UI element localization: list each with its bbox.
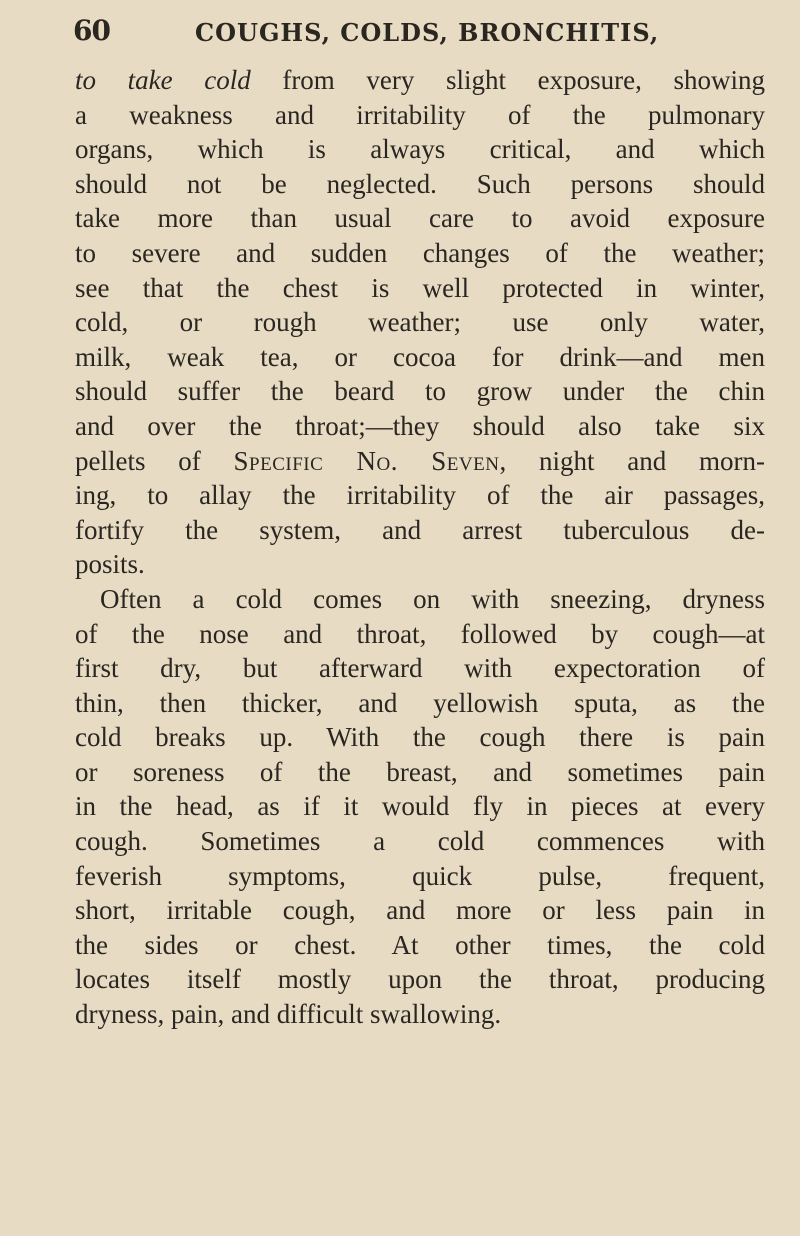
text-line: in the head, as if it would fly in pieces at every bbox=[75, 791, 765, 822]
text-line: Often a cold comes on with sneezing, dryness bbox=[100, 583, 765, 614]
page-header bbox=[73, 10, 763, 56]
text-line: short, irritable cough, and more or less pain in bbox=[75, 895, 765, 926]
text-line bbox=[75, 444, 765, 479]
line-text: from very slight exposure, showing bbox=[250, 65, 765, 95]
text-line: first dry, but afterward with expectoration of bbox=[75, 653, 765, 684]
text-line: cold breaks up. With the cough there is pain bbox=[75, 722, 765, 753]
text-line: organs, which is always critical, and which bbox=[75, 134, 765, 165]
text-line: should suffer the beard to grow under the chin bbox=[75, 376, 765, 407]
text-line: feverish symptoms, quick pulse, frequent, bbox=[75, 860, 765, 891]
text-line: take more than usual care to avoid exposure bbox=[75, 203, 765, 234]
text-line: fortify the system, and arrest tuberculous de- bbox=[75, 514, 765, 545]
text-line: dryness, pain, and difficult swallowing. bbox=[75, 999, 502, 1030]
body-text bbox=[75, 63, 765, 1032]
italic-phrase: to take cold bbox=[75, 65, 251, 95]
text-line: milk, weak tea, or cocoa for drink—and men bbox=[75, 341, 765, 372]
text-line: posits. bbox=[75, 549, 145, 580]
text-line: thin, then thicker, and yellowish sputa, as the bbox=[75, 687, 765, 718]
text-line: ing, to allay the irritability of the air passages, bbox=[75, 480, 765, 511]
text-line: cold, or rough weather; use only water, bbox=[75, 307, 765, 338]
text-line: locates itself mostly upon the throat, producing bbox=[75, 964, 765, 995]
page-number: 60 bbox=[73, 14, 110, 47]
text-line bbox=[75, 63, 765, 98]
text-line: to severe and sudden changes of the weather; bbox=[75, 237, 765, 268]
text-line: see that the chest is well protected in winter, bbox=[75, 272, 765, 303]
text-line: the sides or chest. At other times, the cold bbox=[75, 929, 765, 960]
remedy-name: Specific No. Seven bbox=[233, 445, 500, 476]
text-line: of the nose and throat, followed by cough—at bbox=[75, 618, 765, 649]
line-text: pellets of bbox=[75, 445, 234, 476]
text-line: should not be neglected. Such persons should bbox=[75, 168, 765, 199]
text-line: and over the throat;—they should also take six bbox=[75, 410, 765, 441]
running-title: COUGHS, COLDS, BRONCHITIS, bbox=[195, 18, 660, 47]
text-line: a weakness and irritability of the pulmonary bbox=[75, 99, 765, 130]
text-line: or soreness of the breast, and sometimes pain bbox=[75, 756, 765, 787]
text-line: cough. Sometimes a cold commences with bbox=[75, 826, 765, 857]
line-text: , night and morn- bbox=[499, 445, 765, 476]
